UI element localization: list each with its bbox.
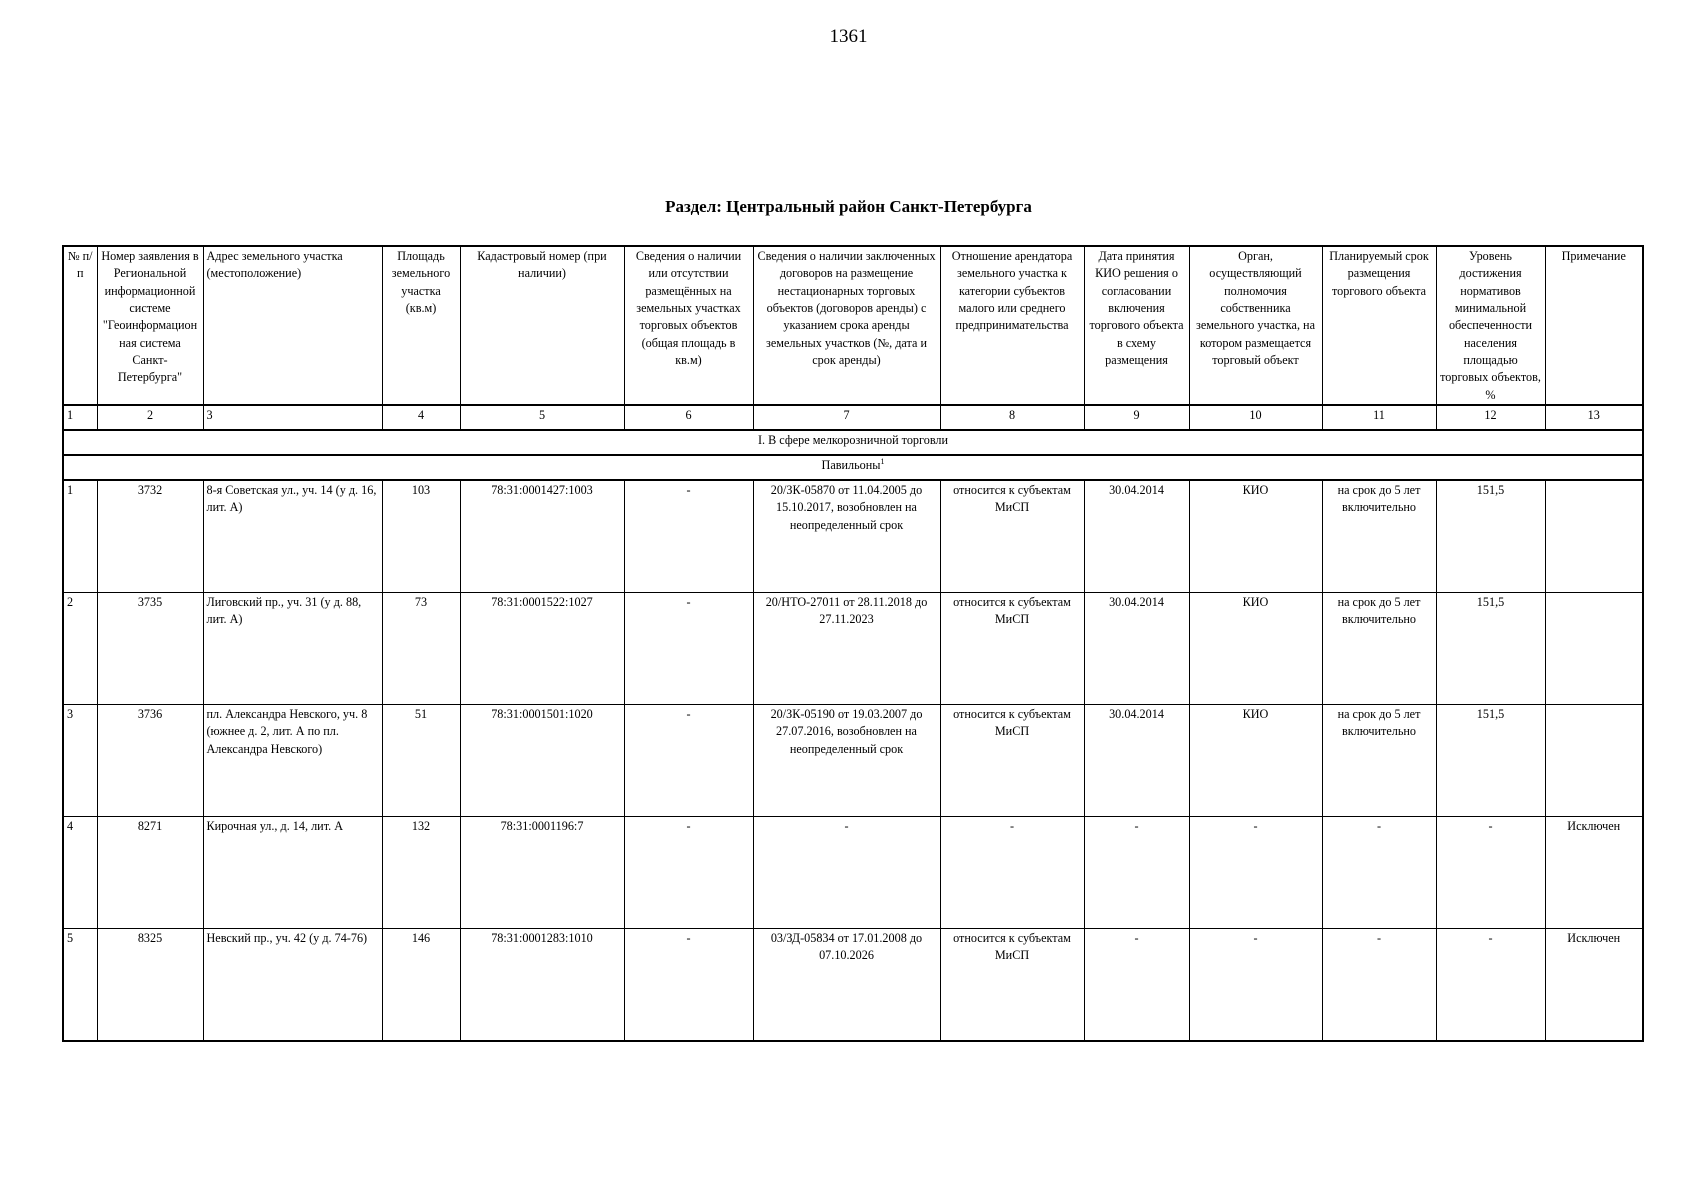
- cell-decision-date: 30.04.2014: [1084, 705, 1189, 817]
- column-number: 12: [1436, 405, 1545, 430]
- page-number: 1361: [829, 26, 868, 47]
- category-cell: [63, 455, 1643, 480]
- cell-note: [1545, 705, 1643, 817]
- cell-no: 5: [63, 929, 97, 1042]
- cell-tenant-category: -: [940, 817, 1084, 929]
- header-level: Уровень достижения нормативов минимальной обеспеченности населения площадью торговых объектов, %: [1436, 246, 1545, 405]
- cell-decision-date: 30.04.2014: [1084, 593, 1189, 705]
- cell-area: 73: [382, 593, 460, 705]
- subsection-row: [63, 430, 1643, 455]
- cell-tenant-category: относится к субъектам МиСП: [940, 705, 1084, 817]
- cell-level: -: [1436, 817, 1545, 929]
- cell-area: 146: [382, 929, 460, 1042]
- cell-level: 151,5: [1436, 705, 1545, 817]
- column-number: 3: [203, 405, 382, 430]
- cell-tenant-category: относится к субъектам МиСП: [940, 480, 1084, 593]
- column-number: 10: [1189, 405, 1322, 430]
- cell-application-number: 3736: [97, 705, 203, 817]
- cell-no: 1: [63, 480, 97, 593]
- header-no: № п/п: [63, 246, 97, 405]
- cell-authority: КИО: [1189, 480, 1322, 593]
- table-row: [63, 929, 1643, 1042]
- cell-area: 51: [382, 705, 460, 817]
- cell-planned-term: -: [1322, 817, 1436, 929]
- cell-cadastral-number: 78:31:0001283:1010: [460, 929, 624, 1042]
- cell-contracts: 20/ЗК-05870 от 11.04.2005 до 15.10.2017, возобновлен на неопределенный срок: [753, 480, 940, 593]
- header-planned-term: Планируемый срок размещения торгового объекта: [1322, 246, 1436, 405]
- table-row: [63, 593, 1643, 705]
- column-number: 2: [97, 405, 203, 430]
- column-number: 7: [753, 405, 940, 430]
- header-application-number: Номер заявления в Региональной информационной системе "Геоинформационная система Санкт-Петербурга": [97, 246, 203, 405]
- header-address: Адрес земельного участка (местоположение): [203, 246, 382, 405]
- header-note: Примечание: [1545, 246, 1643, 405]
- header-cadastral-number: Кадастровый номер (при наличии): [460, 246, 624, 405]
- cell-contracts: 03/ЗД-05834 от 17.01.2008 до 07.10.2026: [753, 929, 940, 1042]
- table-row: [63, 480, 1643, 593]
- cell-no: 3: [63, 705, 97, 817]
- cell-address: пл. Александра Невского, уч. 8 (южнее д. 2, лит. А по пл. Александра Невского): [203, 705, 382, 817]
- table-row: [63, 705, 1643, 817]
- category-row: [63, 455, 1643, 480]
- cell-authority: КИО: [1189, 593, 1322, 705]
- cell-address: Кирочная ул., д. 14, лит. А: [203, 817, 382, 929]
- table-row: [63, 817, 1643, 929]
- cell-existing-objects: -: [624, 817, 753, 929]
- cell-contracts: 20/ЗК-05190 от 19.03.2007 до 27.07.2016, возобновлен на неопределенный срок: [753, 705, 940, 817]
- header-area: Площадь земельного участка (кв.м): [382, 246, 460, 405]
- cell-level: 151,5: [1436, 593, 1545, 705]
- cell-level: -: [1436, 929, 1545, 1042]
- register-table: [62, 245, 1644, 1042]
- cell-area: 103: [382, 480, 460, 593]
- cell-decision-date: -: [1084, 929, 1189, 1042]
- column-number: 1: [63, 405, 97, 430]
- cell-application-number: 3732: [97, 480, 203, 593]
- cell-no: 4: [63, 817, 97, 929]
- cell-planned-term: -: [1322, 929, 1436, 1042]
- cell-area: 132: [382, 817, 460, 929]
- cell-note: Исключен: [1545, 929, 1643, 1042]
- cell-existing-objects: -: [624, 705, 753, 817]
- cell-no: 2: [63, 593, 97, 705]
- cell-existing-objects: -: [624, 480, 753, 593]
- cell-address: 8-я Советская ул., уч. 14 (у д. 16, лит. А): [203, 480, 382, 593]
- cell-application-number: 3735: [97, 593, 203, 705]
- cell-note: [1545, 593, 1643, 705]
- cell-authority: -: [1189, 929, 1322, 1042]
- table-header-row: [63, 246, 1643, 405]
- cell-decision-date: 30.04.2014: [1084, 480, 1189, 593]
- header-existing-objects: Сведения о наличии или отсутствии размещённых на земельных участках торговых объектов (общая площадь в кв.м): [624, 246, 753, 405]
- cell-address: Невский пр., уч. 42 (у д. 74-76): [203, 929, 382, 1042]
- column-number: 6: [624, 405, 753, 430]
- cell-cadastral-number: 78:31:0001501:1020: [460, 705, 624, 817]
- cell-tenant-category: относится к субъектам МиСП: [940, 593, 1084, 705]
- cell-note: [1545, 480, 1643, 593]
- cell-note: Исключен: [1545, 817, 1643, 929]
- subsection-title: I. В сфере мелкорозничной торговли: [63, 430, 1643, 455]
- cell-tenant-category: относится к субъектам МиСП: [940, 929, 1084, 1042]
- column-number: 13: [1545, 405, 1643, 430]
- cell-existing-objects: -: [624, 929, 753, 1042]
- cell-application-number: 8325: [97, 929, 203, 1042]
- cell-cadastral-number: 78:31:0001196:7: [460, 817, 624, 929]
- cell-planned-term: на срок до 5 лет включительно: [1322, 705, 1436, 817]
- cell-address: Лиговский пр., уч. 31 (у д. 88, лит. А): [203, 593, 382, 705]
- cell-cadastral-number: 78:31:0001427:1003: [460, 480, 624, 593]
- cell-existing-objects: -: [624, 593, 753, 705]
- column-number: 9: [1084, 405, 1189, 430]
- cell-cadastral-number: 78:31:0001522:1027: [460, 593, 624, 705]
- header-tenant-category: Отношение арендатора земельного участка к категории субъектов малого или среднего предпринимательства: [940, 246, 1084, 405]
- cell-authority: КИО: [1189, 705, 1322, 817]
- header-decision-date: Дата принятия КИО решения о согласовании включения торгового объекта в схему размещения: [1084, 246, 1189, 405]
- column-number-row: [63, 405, 1643, 430]
- cell-planned-term: на срок до 5 лет включительно: [1322, 480, 1436, 593]
- cell-authority: -: [1189, 817, 1322, 929]
- category-title: Павильоны: [821, 458, 881, 472]
- cell-level: 151,5: [1436, 480, 1545, 593]
- column-number: 8: [940, 405, 1084, 430]
- cell-application-number: 8271: [97, 817, 203, 929]
- column-number: 5: [460, 405, 624, 430]
- cell-planned-term: на срок до 5 лет включительно: [1322, 593, 1436, 705]
- column-number: 11: [1322, 405, 1436, 430]
- cell-decision-date: -: [1084, 817, 1189, 929]
- category-footnote: 1: [880, 456, 885, 466]
- column-number: 4: [382, 405, 460, 430]
- header-contracts: Сведения о наличии заключенных договоров на размещение нестационарных торговых объектов (договоров аренды) с указанием срока аренды земельных участков (№, дата и срок аренды): [753, 246, 940, 405]
- header-authority: Орган, осуществляющий полномочия собственника земельного участка, на котором размещается торговый объект: [1189, 246, 1322, 405]
- cell-contracts: -: [753, 817, 940, 929]
- cell-contracts: 20/НТО-27011 от 28.11.2018 до 27.11.2023: [753, 593, 940, 705]
- section-title: Раздел: Центральный район Санкт-Петербурга: [665, 197, 1032, 216]
